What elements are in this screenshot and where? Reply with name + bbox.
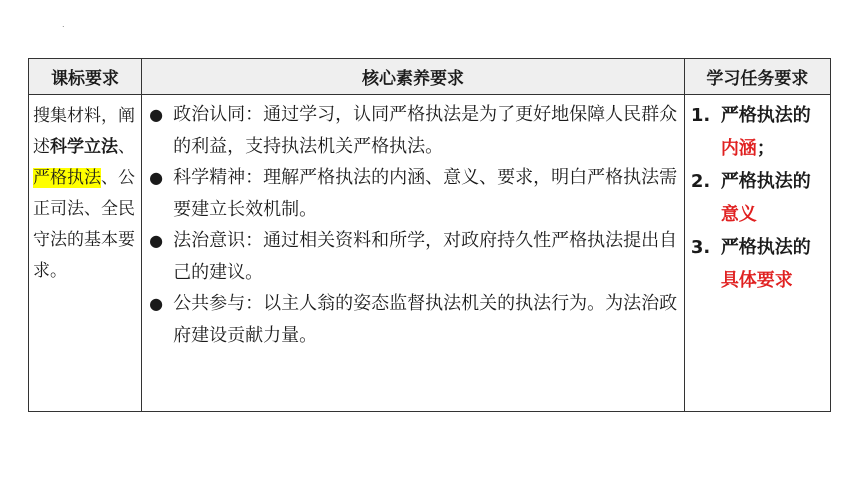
task-item-significance: [691, 165, 828, 231]
competency-text: 科学精神：理解严格执法的内涵、意义、要求，明白严格执法需要建立长效机制。: [173, 167, 678, 220]
task-keyword: 内涵: [720, 138, 757, 159]
competency-text: 法治意识：通过相关资料和所学，对政府持久性严格执法提出自己的建议。: [173, 230, 678, 283]
competency-text: 公共参与：以主人翁的姿态监督执法机关的执法行为。为法治政府建设贡献力量。: [173, 293, 678, 346]
task-number: 1.: [690, 105, 711, 126]
task-punctuation: ；: [756, 138, 775, 159]
competency-text: 政治认同：通过学习，认同严格执法是为了更好地保障人民群众的利益，支持执法机关严格执法。: [173, 104, 678, 157]
standard-text-rest: 、公正司法、全民守法的基本要求。: [33, 168, 135, 281]
task-item-requirements: [691, 231, 828, 297]
competency-item-rule-of-law: [149, 225, 680, 288]
task-number: 3.: [690, 237, 711, 258]
competency-item-participation: [149, 288, 680, 351]
standard-highlighted-term: 严格执法: [33, 168, 101, 188]
task-keyword: 意义: [720, 204, 757, 225]
task-keyword: 具体要求: [720, 270, 793, 291]
table-row: [29, 95, 831, 412]
task-text: 严格执法的: [720, 171, 811, 192]
competency-item-political: [149, 99, 680, 162]
standard-text-intro: 搜集材料，阐述: [33, 106, 135, 157]
corner-mark: .: [62, 20, 65, 29]
task-text: 严格执法的: [720, 237, 811, 258]
curriculum-standard-cell: [29, 95, 142, 412]
header-curriculum-standard: 课标要求: [29, 59, 142, 95]
task-text: 严格执法的: [720, 105, 811, 126]
learning-task-cell: [684, 95, 830, 412]
header-core-competency: 核心素养要求: [142, 59, 685, 95]
standard-separator: 、: [118, 137, 135, 157]
competency-item-science: [149, 162, 680, 225]
standard-bold-term: 科学立法: [50, 137, 118, 157]
header-learning-task: 学习任务要求: [684, 59, 830, 95]
bullet-dot-icon: ●: [149, 168, 164, 187]
table-header-row: [29, 59, 831, 95]
task-item-connotation: [691, 99, 828, 165]
core-competency-cell: [142, 95, 685, 412]
bullet-dot-icon: ●: [149, 294, 164, 313]
bullet-dot-icon: ●: [149, 231, 164, 250]
bullet-dot-icon: ●: [149, 105, 164, 124]
requirements-table: [28, 58, 831, 412]
task-number: 2.: [690, 171, 711, 192]
